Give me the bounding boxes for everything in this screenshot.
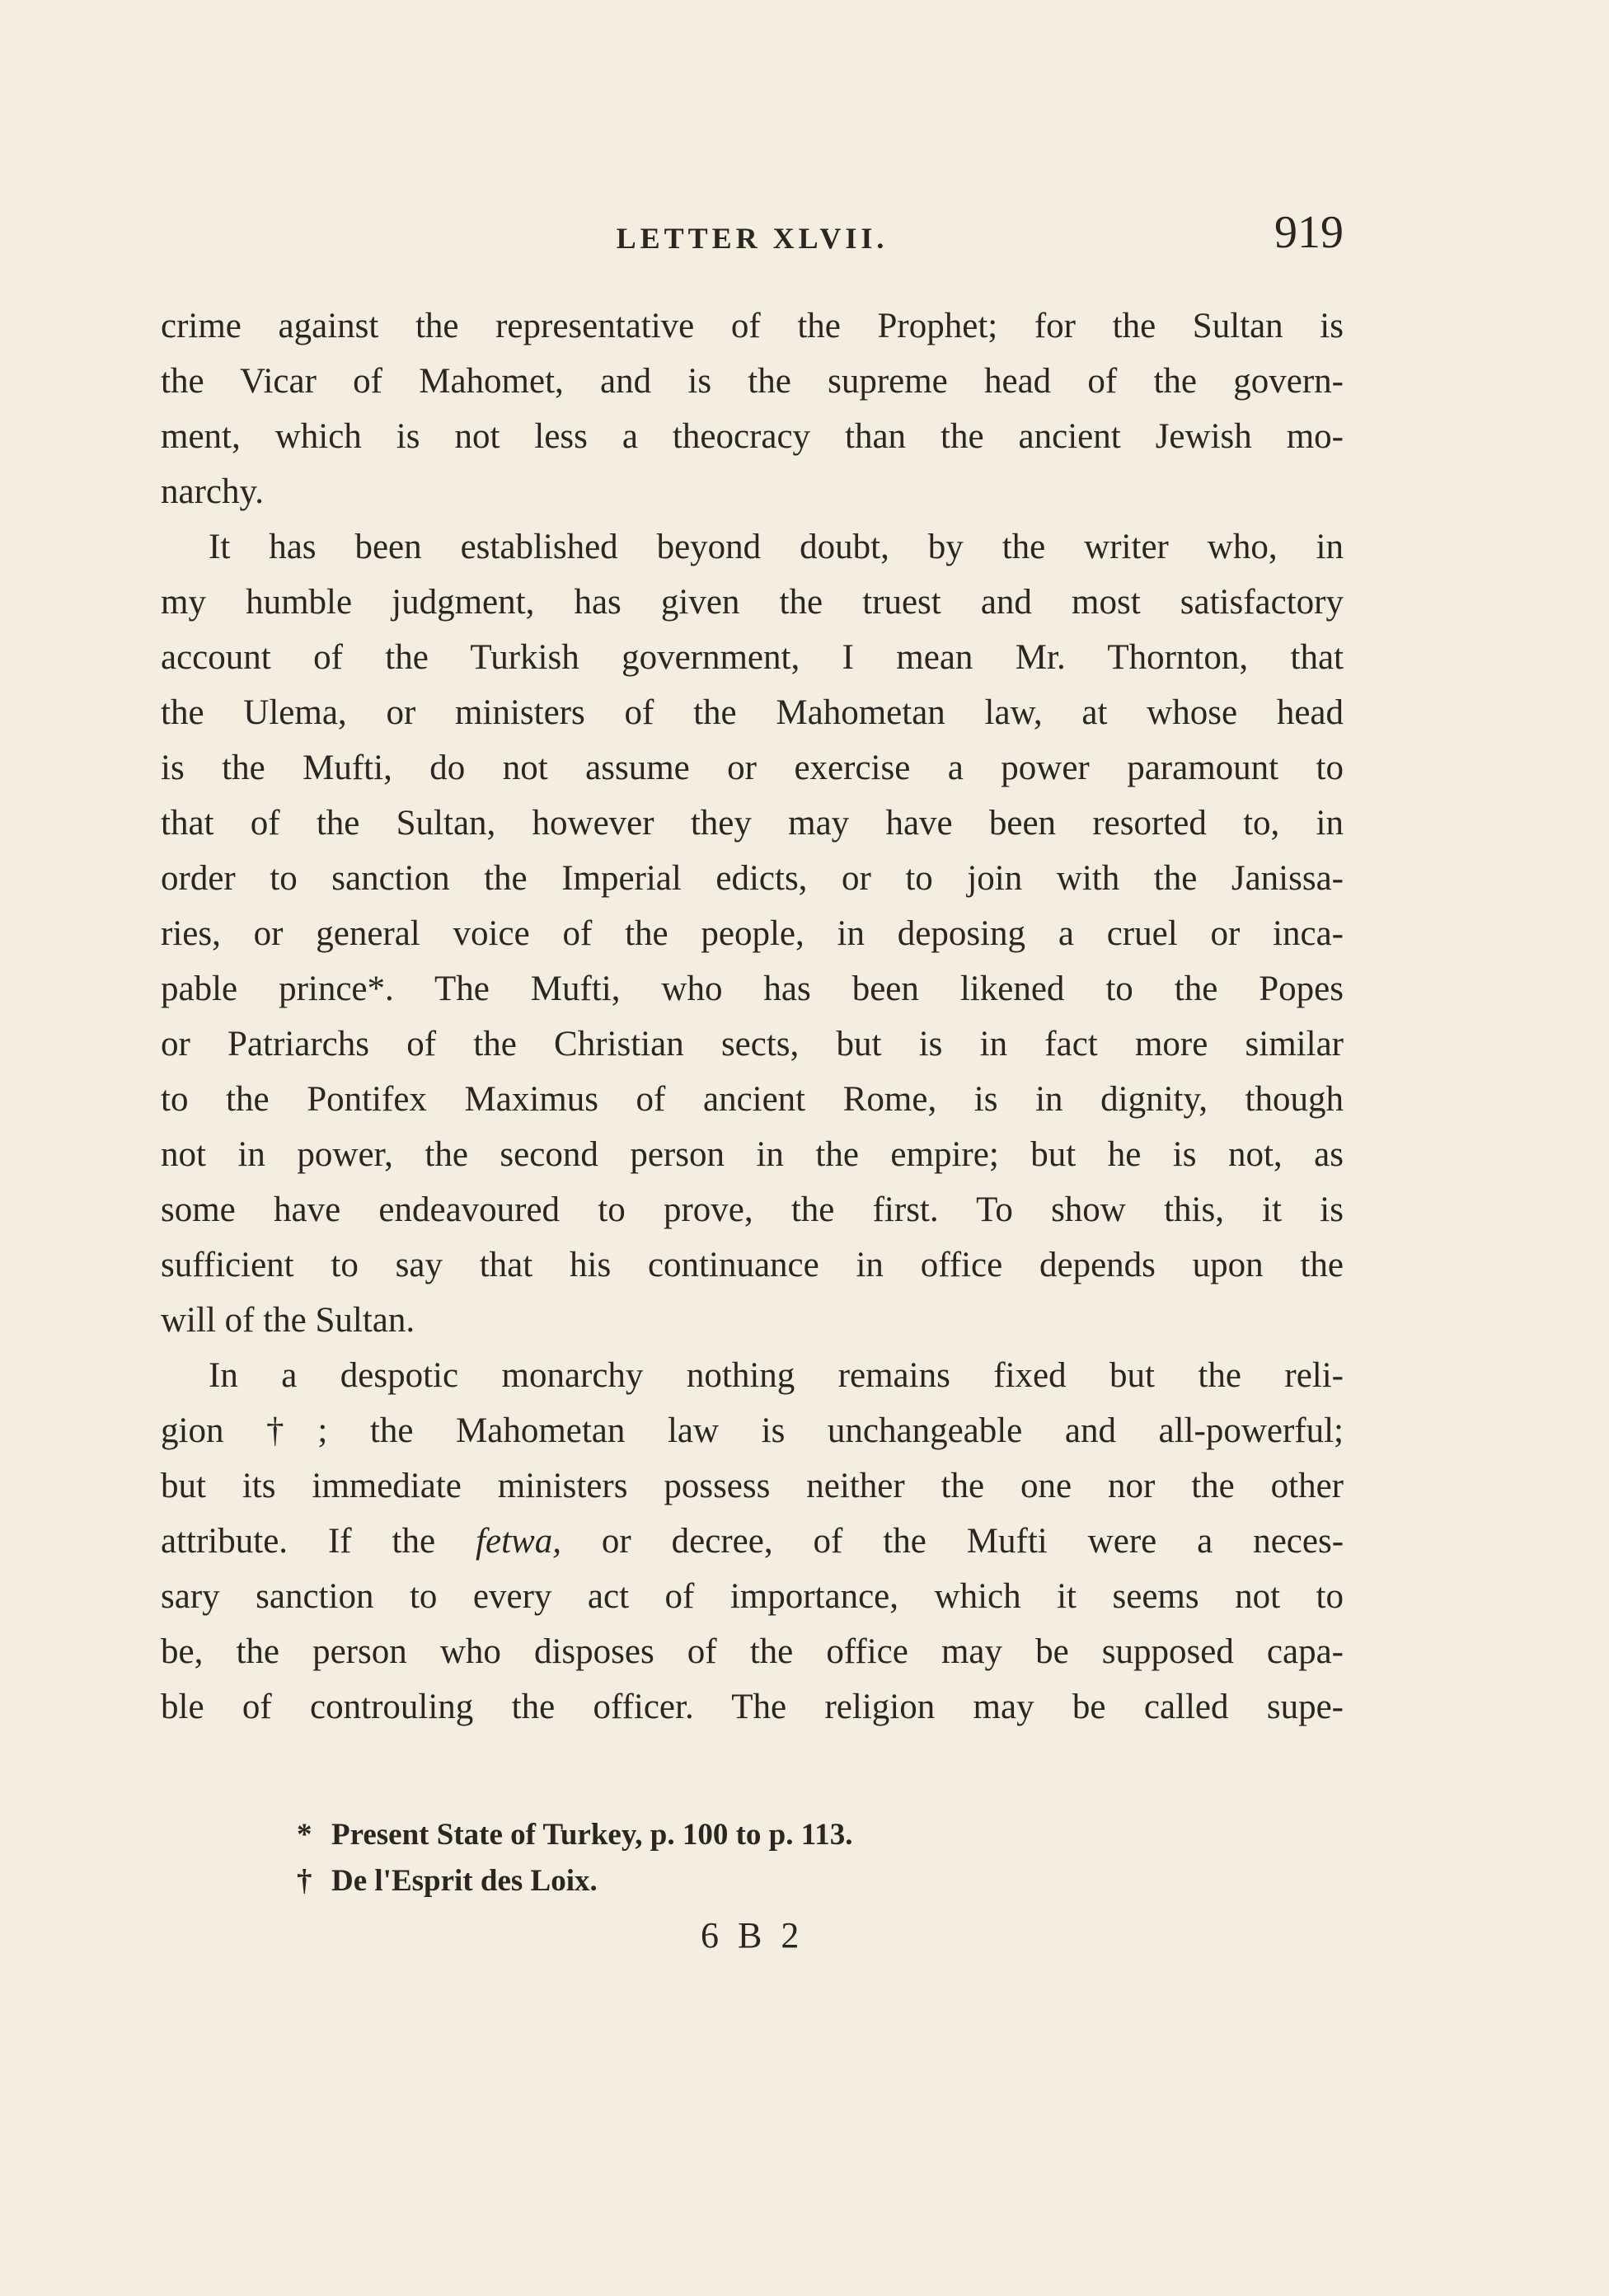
text-line: but its immediate ministers possess neither the one nor the other — [161, 1467, 1344, 1505]
body-text — [161, 298, 1344, 1735]
footnote-text: De l'Esprit des Loix. — [331, 1864, 598, 1898]
text-line: or Patriarchs of the Christian sects, but is in fact more similar — [161, 1025, 1344, 1063]
page-number: 919 — [1274, 207, 1344, 258]
text-line: crime against the representative of the Prophet; for the Sultan is — [161, 307, 1344, 345]
text-line: some have endeavoured to prove, the first. To show this, it is — [161, 1190, 1344, 1229]
text-line: the Vicar of Mahomet, and is the supreme head of the govern- — [161, 362, 1344, 401]
footnote — [297, 1812, 1121, 1858]
text-line: ries, or general voice of the people, in deposing a cruel or inca- — [161, 914, 1344, 953]
text-line: ble of controuling the officer. The religion may be called supe- — [161, 1688, 1344, 1726]
text-line: account of the Turkish government, I mean Mr. Thornton, that — [161, 638, 1344, 677]
text-line: is the Mufti, do not assume or exercise a power paramount to — [161, 749, 1344, 787]
text-line: narchy. — [161, 472, 264, 511]
page-header — [161, 206, 1344, 272]
running-head: LETTER XLVII. — [616, 222, 889, 255]
printer-signature: 6 B 2 — [701, 1915, 804, 1956]
text-segment: or decree, of the Mufti were a neces- — [601, 1522, 1344, 1561]
text-line: be, the person who disposes of the office may be supposed capa- — [161, 1632, 1344, 1671]
footnote-mark: † — [297, 1864, 312, 1898]
italic-term: fetwa, — [476, 1522, 561, 1561]
text-line: not in power, the second person in the empire; but he is not, as — [161, 1135, 1344, 1174]
footnote — [297, 1858, 1121, 1904]
text-line: pable prince*. The Mufti, who has been likened to the Popes — [161, 970, 1344, 1008]
footnotes — [297, 1812, 1121, 1904]
paragraph-start-line: In a despotic monarchy nothing remains fixed but the reli- — [209, 1356, 1344, 1395]
text-line-with-italic — [161, 1514, 1344, 1569]
text-line: sufficient to say that his continuance in office depends upon the — [161, 1246, 1344, 1284]
text-line: the Ulema, or ministers of the Mahometan law, at whose head — [161, 693, 1344, 732]
text-line: to the Pontifex Maximus of ancient Rome, is in dignity, though — [161, 1080, 1344, 1119]
text-line: gion †; the Mahometan law is unchangeable and all-powerful; — [161, 1411, 1344, 1450]
footnote-mark: * — [297, 1818, 312, 1852]
text-line: will of the Sultan. — [161, 1301, 415, 1340]
text-line: my humble judgment, has given the truest and most satisfactory — [161, 583, 1344, 622]
text-line: sary sanction to every act of importance, which it seems not to — [161, 1577, 1344, 1616]
text-line: ment, which is not less a theocracy than the ancient Jewish mo- — [161, 417, 1344, 456]
text-segment: attribute. If the — [161, 1522, 436, 1561]
footnote-text: Present State of Turkey, p. 100 to p. 113. — [331, 1818, 853, 1852]
text-line: that of the Sultan, however they may have been resorted to, in — [161, 804, 1344, 843]
paragraph-start-line: It has been established beyond doubt, by the writer who, in — [209, 528, 1344, 566]
text-line: order to sanction the Imperial edicts, or to join with the Janissa- — [161, 859, 1344, 898]
